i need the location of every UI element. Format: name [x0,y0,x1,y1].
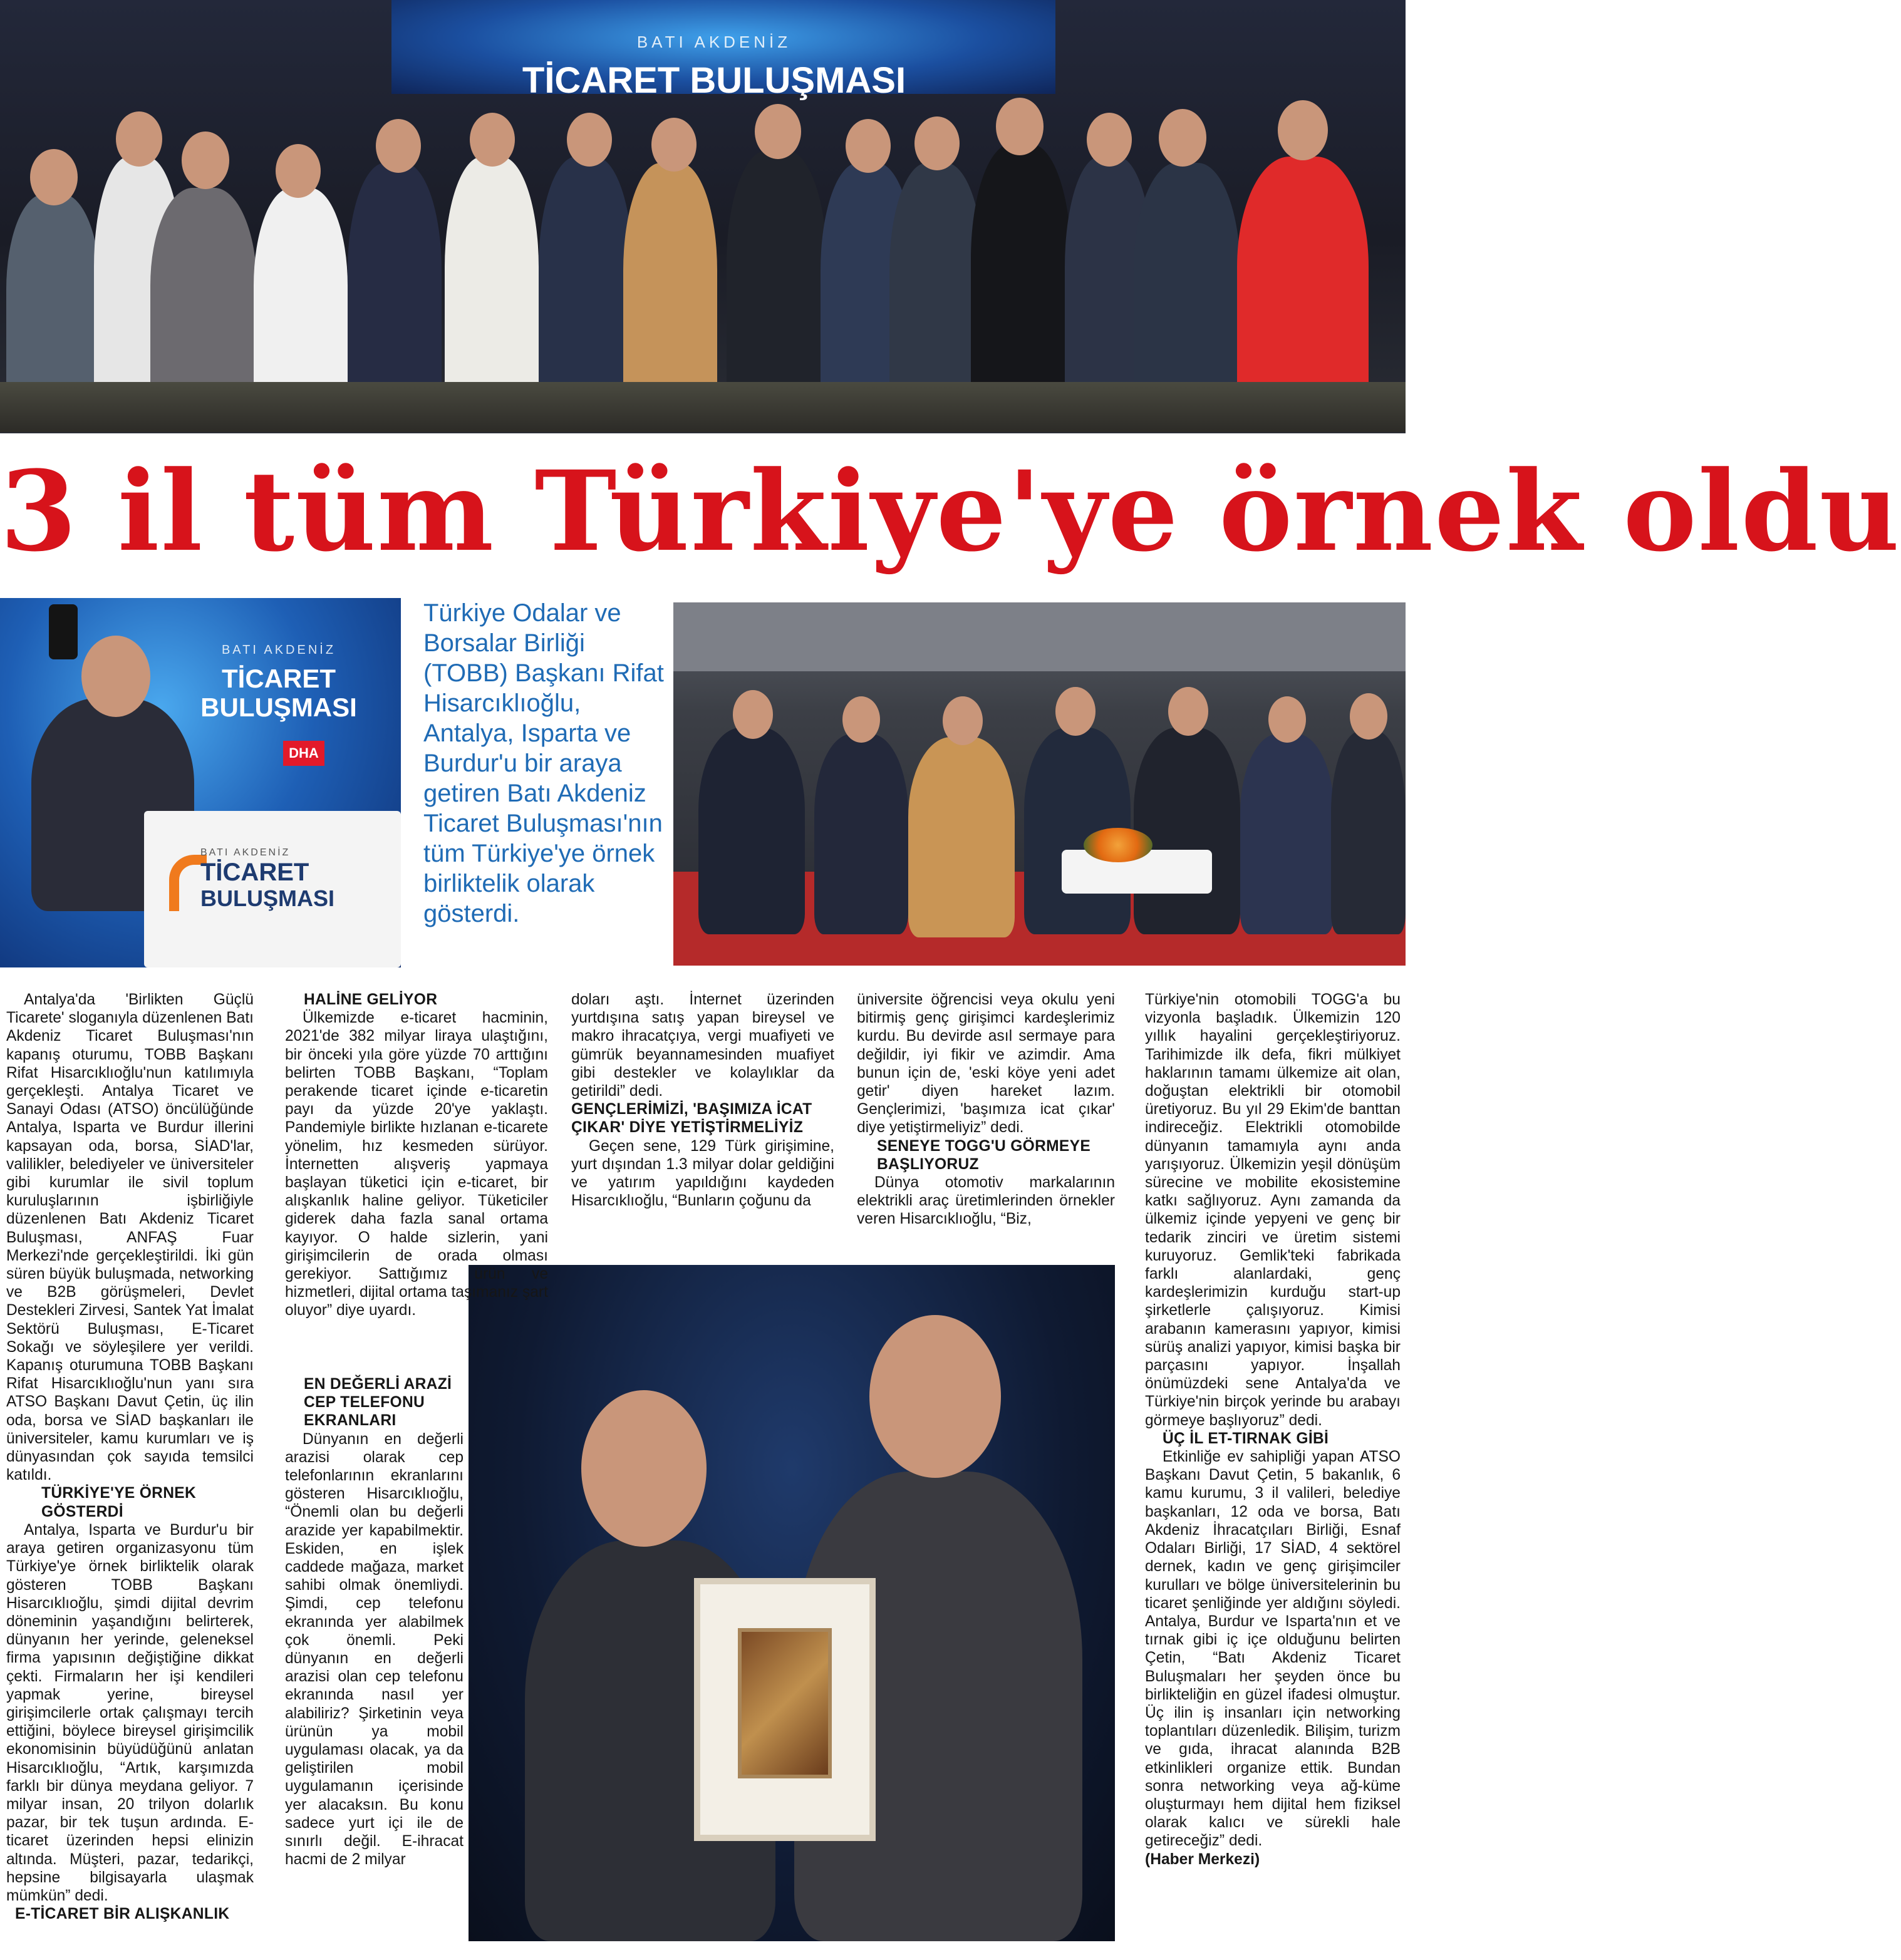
col5-paragraph-1: Türkiye'nin otomobili TOGG'a bu vizyonla başladık. Ülkemizin 120 yıllık hayalini gerçekleştiriyoruz. Tarihimizde ilk defa, fikri mülkiyet haklarının tamamı ülkemize ait olan, doğuştan elektrikli bir otomobil üretiyoruz. Bu yıl 29 Ekim'de banttan indireceğiz. Elektrikli otomobilde dünyanın tamamıyla aynı anda yarışıyoruz. Ülkemizin yeşil dönüşüm sürecine ve mobilite ekosistemine katkı sağlıyoruz. Aynı zamanda da ülkemiz içinde yepyeni ve genç bir tedarik zinciri ve üretim sistemi kuruyoruz. Gemlik'teki fabrikada farklı alanlardaki, genç kardeşlerimizin kurduğu start-up şirketlerle çalışıyoruz. Kimisi arabanın kamerasını yapıyor, kimisi sürüş analizi yapıyor, kimisi başka bir parçasını yapıyor. İnşallah önümüzdeki sene Antalya'da ve Türkiye'nin birçok yerinde bu arabayı görmeye başlıyoruz” dedi. [1145,991,1401,1429]
group-photo [0,0,1406,433]
banner-big-text: TİCARET BULUŞMASI [522,60,906,101]
speaker-photo [0,598,401,967]
article-column-4 [857,991,1115,1229]
lectern-small: BATI AKDENİZ [200,847,291,858]
headline: 3 il tüm Türkiye'ye örnek oldu [0,446,1901,576]
byline: (Haber Merkezi) [1145,1850,1260,1868]
audience-photo [673,602,1406,966]
article-column-2 [285,991,548,1320]
col1-paragraph-2: Antalya, Isparta ve Burdur'u bir araya getiren organizasyonu tüm Türkiye'ye örnek birliktelik olarak gösteren TOBB Başkanı Hisarcıklıoğlu, şimdi dijital devrim döneminin yaşandığını belirterek, dünyanın her yerinde, geleneksel firma yapısının değiştiğine dikkat çekti. Firmaların her işi kendileri yapmak yerine, bireysel girişimcilerle ortak çalışmayı tercih ettiğini, böylece bireysel girişimcilik ekonomisinin büyüdüğünü anlatan Hisarcıklıoğlu, “Artık, karşımızda farklı bir dünya meydana geliyor. 7 milyar insan, 20 trilyon dolarlık pazar, bir tek tuşun ardında. E-ticaret üzerinden hepsi elinizin altında. Müşteri, pazar, tedarikçi, hepsine bilgisayarla ulaşmak mümkün” dedi. [6,1521,254,1904]
lectern [144,811,401,967]
article-column-5 [1145,991,1401,1869]
intro-text: Türkiye Odalar ve Borsalar Birliği (TOBB) Başkanı Rifat Hisarcıklıoğlu, Antalya, Isparta ve Burdur'u bir araya getiren Batı Akdeniz Ticaret Buluşması'nın tüm Türkiye'ye örnek birliktelik olarak gösterdi. [423,599,664,927]
speaker-banner-small: BATI AKDENİZ [221,643,336,657]
col1-paragraph-1: Antalya'da 'Birlikten Güçlü Ticarete' sloganıyla düzenlenen Batı Akdeniz Ticaret Buluşması'nın kapanış oturumu, TOBB Başkanı Rifat Hisarcıklıoğlu'nun katılımıyla gerçekleşti. Antalya Ticaret ve Sanayi Odası (ATSO) öncülüğünde Antalya, Isparta ve Burdur illerini kapsayan oda, borsa, SİAD'lar, valilikler, belediyeler ve üniversiteler gibi kurumlar ile sivil toplum kuruluşlarının işbirliğiyle düzenlenen Batı Akdeniz Ticaret Buluşması, ANFAŞ Fuar Merkezi'nde gerçekleştirildi. İki gün süren büyük buluşmada, networking ve B2B görüşmeleri, Devlet Destekleri Zirvesi, Santek Yat İmalat Sektörü Buluşması, E-Ticaret Sokağı ve söyleşilere yer verildi. Kapanış oturumuna TOBB Başkanı Rifat Hisarcıklıoğlu'nun yanı sıra ATSO Başkanı Davut Çetin, üç ilin oda, borsa ve SİAD başkanları ile üniversiteler, kamu kurumları ve iş dünyasından çok sayıda temsilci katıldı. [6,991,254,1484]
col4-subheading-1: SENEYE TOGG'U GÖRMEYE BAŞLIYORUZ [877,1137,1091,1173]
lectern-line1: TİCARET [200,859,309,886]
article-column-1 [6,991,254,1923]
col5-subheading-1: ÜÇ İL ET-TIRNAK GİBİ [1163,1430,1329,1447]
mic-flag-text: DHA [289,745,319,761]
phone [49,604,78,659]
speaker-banner-line2: BULUŞMASI [200,693,357,722]
col3-paragraph-2: Geçen sene, 129 Türk girişimine, yurt dışından 1.3 milyar dolar geldiğini ve yatırım yapıldığını kaydeden Hisarcıklıoğlu, “Bunların çoğunu da [571,1137,834,1210]
flowers [1084,828,1153,862]
mic-flag [283,741,324,766]
col3-paragraph-1: doları aştı. İnternet üzerinden yurtdışına satış yapan bireysel ve makro ihracatçıya, vergi muafiyeti ve gümrük beyannamesinden muafiyet gibi destekler ve kolaylıklar da getirildi” dedi. [571,991,834,1100]
speaker-banner [175,636,382,722]
col5-paragraph-2: Etkinliğe ev sahipliği yapan ATSO Başkanı Davut Çetin, 5 bakanlık, 6 kamu kurumu, 3 il valileri, belediye başkanları, 12 oda ve borsa, Batı Akdeniz İhracatçıları Birliği, Esnaf Odaları Birliği, 17 SİAD, 4 sektörel dernek, kadın ve genç girişimciler kurulları ve bölge üniversitelerinin bu ticaret şenliğinde yer aldığını söyledi. Antalya, Burdur ve Isparta'nın et ve tırnak gibi iç içe olduğunu belirten Çetin, “Batı Akdeniz Ticaret Buluşmaları her şeyden önce bu birlikteliğin en güzel ifadesi olmuştur. Üç ilin iş insanları için networking toplantıları düzenledik. Bilişim, turizm ve gıda, ihracat alanında B2B etkinlikleri organize ettik. Bundan sonra networking veya ağ-küme oluşturmayı hem dijital hem fiziksel olarak kalıcı ve sürekli hale getireceğiz” dedi. [1145,1448,1401,1850]
banner-small-text: BATI AKDENİZ [636,33,792,51]
article-column-3 [571,991,834,1210]
plaque [694,1578,876,1841]
col3-subheading-1: GENÇLERİMİZİ, 'BAŞIMIZA İCAT ÇIKAR' DİYE YETİŞTİRMELİYİZ [571,1101,812,1137]
col1-subheading-2: E-TİCARET BİR ALIŞKANLIK [15,1906,230,1923]
col2-subheading-1: HALİNE GELİYOR [304,991,438,1008]
lectern-line2: BULUŞMASI [200,885,334,911]
col4-paragraph-2: Dünya otomotiv markalarının elektrikli araç üretimlerinden örnekler veren Hisarcıklıoğlu, “Biz, [857,1174,1115,1228]
plaque-photo [469,1265,1115,1941]
article-column-2-continued [285,1375,464,1869]
col1-subheading-1: TÜRKİYE'YE ÖRNEK GÖSTERDİ [41,1485,197,1520]
crowd [0,81,1406,432]
col4-paragraph-1: üniversite öğrencisi veya okulu yeni bitirmiş genç girişimci kardeşlerimiz kurdu. Bu devirde asıl sermaye para değildir, iyi fikir ve azimdir. Ama bunun için de, 'eski köye yeni adet getir' diyen hareket lazım. Gençlerimizi, 'başımıza icat çıkar' diye yetiştirmeliyiz” dedi. [857,991,1115,1137]
col2-paragraph-2: Dünyanın en değerli arazisi olarak cep telefonlarının ekranlarını gösteren Hisarcıklıoğlu, “Önemli olan bu değerli arazide yer kapabilmektir. Eskiden, en işlek caddede mağaza, market sahibi olmak önemliydi. Şimdi, cep telefonu ekranında yer alabilmek çok önemli. Peki dünyanın en değerli arazisi olan cep telefonu ekranında nasıl yer alabiliriz? Şirketinin veya ürünün ya mobil uygulaması olacak, ya da geliştirilen mobil uygulamanın içerisinde yer alacaksın. Bu konu sadece yurt içi ile de sınırlı değil. E-ihracat hacmi de 2 milyar [285,1430,464,1869]
col2-subheading-2: EN DEĞERLİ ARAZİ CEP TELEFONU EKRANLARI [304,1376,452,1430]
speaker-banner-line1: TİCARET [222,664,336,693]
col2-paragraph-1: Ülkemizde e-ticaret hacminin, 2021'de 382 milyar liraya ulaştığını, bir önceki yıla göre yüzde 70 arttığını belirten TOBB Başkanı, “Toplam perakende ticaret içinde e-ticaretin payı da yüzde 20'ye yaklaştı. Pandemiyle birlikte hızlanan e-ticarete yönelim, hız kesmeden sürüyor. İnternetten alışveriş yapmaya başlayan tüketici için e-ticaret, bir alışkanlık haline geliyor. Tüketiciler giderek daha fazla sanal ortama kayıyor. O halde sizlerin, yani girişimcilerin de orada olması gerekiyor. Sattığımız ürün ve hizmetleri, dijital ortama taşımanız şart oluyor” diye uyardı. [285,1009,548,1319]
